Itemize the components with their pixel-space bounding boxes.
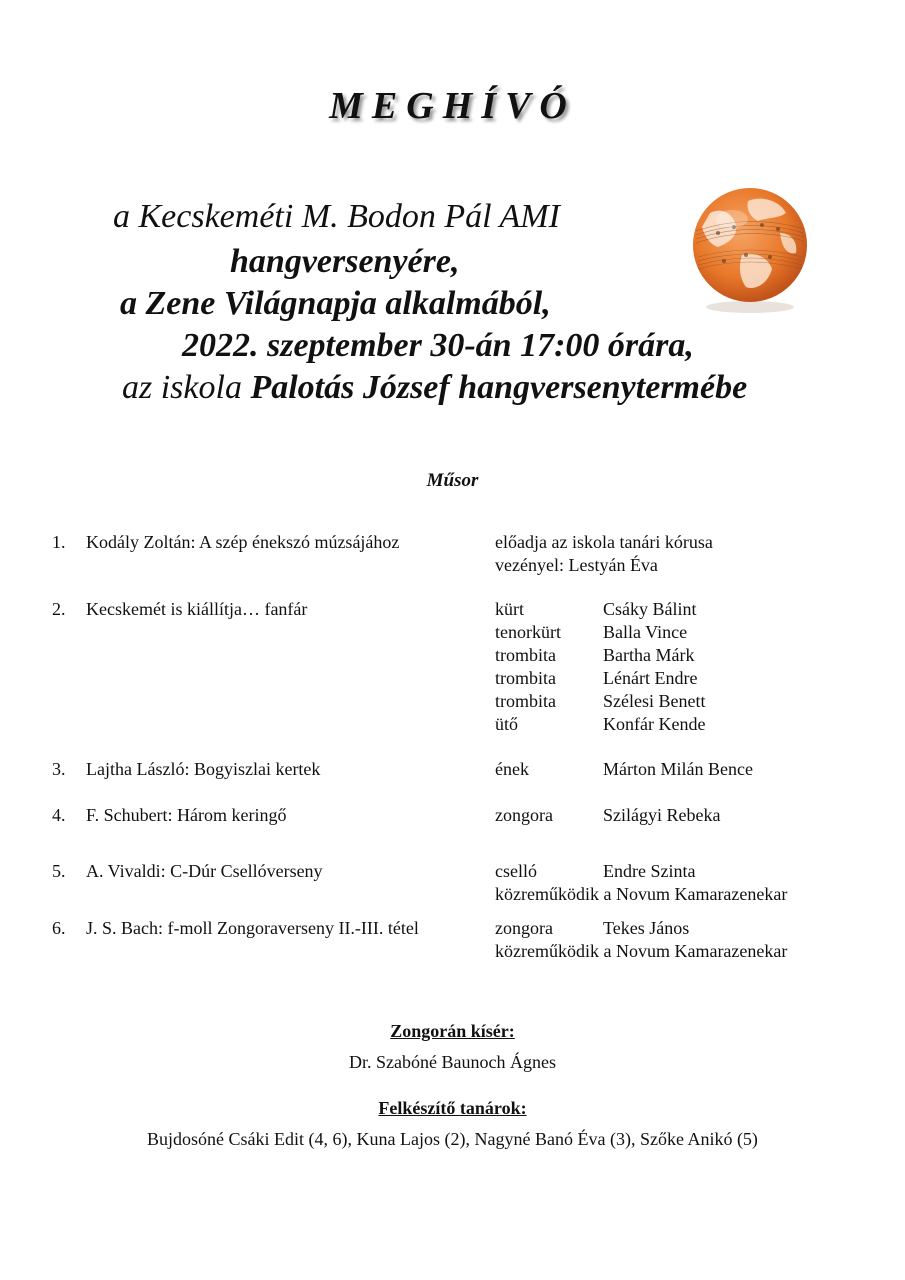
performer-instrument: trombita xyxy=(495,691,556,711)
performer-name: Csáky Bálint xyxy=(603,599,697,619)
performer-instrument: zongora xyxy=(495,918,553,938)
item-number: 4. xyxy=(52,805,66,825)
item-performers xyxy=(495,758,753,781)
performer-instrument: cselló xyxy=(495,861,537,881)
performer-row xyxy=(495,598,705,621)
performer-instrument: ének xyxy=(495,759,529,779)
performer-instrument: tenorkürt xyxy=(495,622,561,642)
invite-line-date: 2022. szeptember 30-án 17:00 órára, xyxy=(182,327,694,364)
item-performers xyxy=(495,598,705,736)
performer-row xyxy=(495,883,787,906)
performer-name: Tekes János xyxy=(603,918,690,938)
performer-row xyxy=(495,690,705,713)
item-performers xyxy=(495,804,720,827)
teachers-heading: Felkészítő tanárok: xyxy=(378,1098,527,1118)
venue-name: Palotás József hangversenytermébe xyxy=(250,369,748,406)
item-performers xyxy=(495,917,787,963)
item-number: 1. xyxy=(52,532,66,552)
item-number: 5. xyxy=(52,861,66,881)
performer-name: Márton Milán Bence xyxy=(603,759,753,779)
performer-name: Szélesi Benett xyxy=(603,691,706,711)
performer-name: Balla Vince xyxy=(603,622,688,642)
performer-instrument: zongora xyxy=(495,805,553,825)
invite-line-school: a Kecskeméti M. Bodon Pál AMI xyxy=(113,198,560,235)
performer-text: közreműködik a Novum Kamarazenekar xyxy=(495,884,788,904)
item-performers xyxy=(495,860,787,906)
performer-row xyxy=(495,917,787,940)
music-globe-icon xyxy=(688,183,812,315)
item-work: Kodály Zoltán: A szép énekszó múzsájához xyxy=(86,532,400,552)
performer-text: közreműködik a Novum Kamarazenekar xyxy=(495,941,788,961)
performer-row xyxy=(495,860,787,883)
performer-text: előadja az iskola tanári kórusa xyxy=(495,532,713,552)
performer-name: Endre Szinta xyxy=(603,861,696,881)
performer-instrument: kürt xyxy=(495,599,524,619)
item-work: F. Schubert: Három keringő xyxy=(86,805,287,825)
item-number: 3. xyxy=(52,759,66,779)
performer-row xyxy=(495,531,713,554)
page-title: MEGHÍVÓ xyxy=(329,85,576,127)
performer-row xyxy=(495,804,720,827)
performer-instrument: ütő xyxy=(495,714,519,734)
invite-line-venue xyxy=(122,369,747,407)
accompanist-name: Dr. Szabóné Baunoch Ágnes xyxy=(349,1052,556,1072)
performer-row xyxy=(495,554,713,577)
performer-name: Konfár Kende xyxy=(603,714,706,734)
venue-prefix: az iskola xyxy=(122,369,251,406)
performer-instrument: trombita xyxy=(495,668,556,688)
item-work: A. Vivaldi: C-Dúr Csellóverseny xyxy=(86,861,323,881)
teachers-names: Bujdosóné Csáki Edit (4, 6), Kuna Lajos (2), Nagyné Banó Éva (3), Szőke Anikó (5) xyxy=(147,1129,758,1149)
performer-name: Lénárt Endre xyxy=(603,668,698,688)
invite-line-concert: hangversenyére, xyxy=(230,243,460,280)
item-number: 2. xyxy=(52,599,66,619)
performer-name: Szilágyi Rebeka xyxy=(603,805,721,825)
item-work: J. S. Bach: f-moll Zongoraverseny II.-III. tétel xyxy=(86,918,419,938)
performer-name: Bartha Márk xyxy=(603,645,695,665)
item-performers xyxy=(495,531,713,577)
item-work: Lajtha László: Bogyiszlai kertek xyxy=(86,759,321,779)
item-number: 6. xyxy=(52,918,66,938)
performer-row xyxy=(495,940,787,963)
accompanist-heading: Zongorán kísér: xyxy=(390,1021,515,1041)
invite-line-occasion: a Zene Világnapja alkalmából, xyxy=(120,285,551,322)
performer-row xyxy=(495,667,705,690)
performer-text: vezényel: Lestyán Éva xyxy=(495,555,658,575)
program-heading: Műsor xyxy=(426,470,479,491)
performer-row xyxy=(495,644,705,667)
performer-instrument: trombita xyxy=(495,645,556,665)
performer-row xyxy=(495,621,705,644)
performer-row xyxy=(495,758,753,781)
performer-row xyxy=(495,713,705,736)
item-work: Kecskemét is kiállítja… fanfár xyxy=(86,599,308,619)
